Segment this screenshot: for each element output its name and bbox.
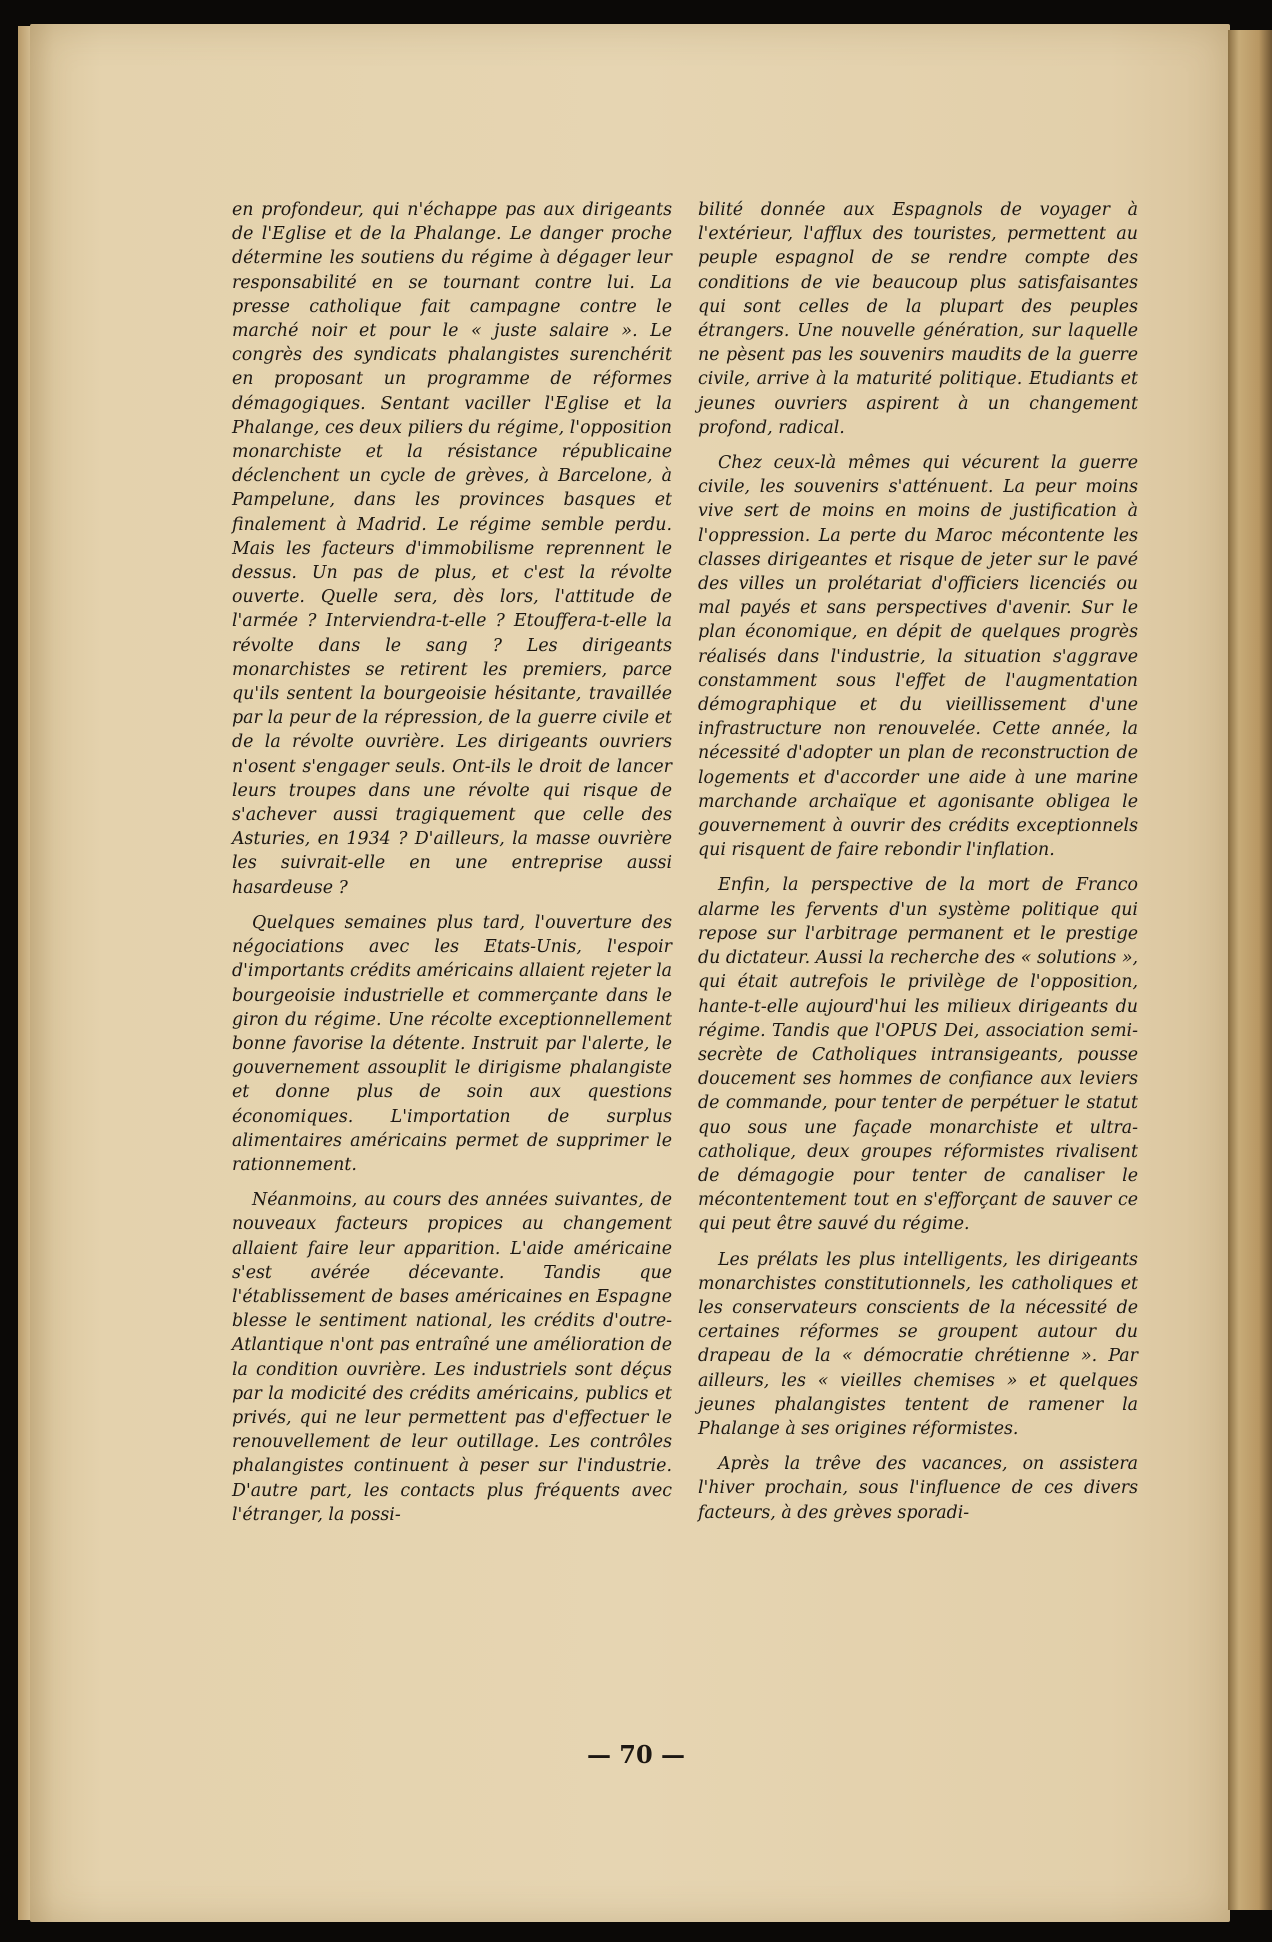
paragraph: Les prélats les plus intelligents, les dirigeants monarchistes constitutionnels, les catholiques et les conservateurs conscients de la nécessité de certaines réformes se groupent autour du drapeau de la « démocratie chrétienne ». Par ailleurs, les « vieilles chemises » et quelques jeunes phalangistes tentent de ramener la Phalange à ses origines réformistes. xyxy=(698,1249,1138,1439)
paragraph: Néanmoins, au cours des années suivantes, de nouveaux facteurs propices au changement allaient faire leur apparition. L'aide américaine s'est avérée décevante. Tandis que l'établissement de bases américaines en Espagne blesse le sentiment national, les crédits d'outre-Atlantique n'ont pas entraîné une amélioration de la condition ouvrière. Les industriels sont déçus par la modicité des crédits américains, publics et privés, qui ne leur permettent pas d'effectuer le renouvellement de leur outillage. Les contrôles phalangistes continuent à peser sur l'industrie. D'autre part, les contacts plus fréquents avec l'étranger, la possi- xyxy=(232,1190,672,1525)
paragraph: bilité donnée aux Espagnols de voyager à l'extérieur, l'afflux des touristes, permettent au peuple espagnol de se rendre compte des conditions de vie beaucoup plus satisfaisantes qui sont celles de la plupart des peuples étrangers. Une nouvelle génération, sur laquelle ne pèsent pas les souvenirs maudits de la guerre civile, arrive à la maturité politique. Etudiants et jeunes ouvriers aspirent à un changement profond, radical. xyxy=(698,200,1138,438)
next-page-edge xyxy=(1228,30,1272,1910)
right-column xyxy=(698,198,1138,1536)
paragraph: Après la trêve des vacances, on assistera l'hiver prochain, sous l'influence de ces divers facteurs, à des grèves sporadi- xyxy=(698,1454,1138,1523)
paragraph: Enfin, la perspective de la mort de Franco alarme les fervents d'un système politique qui repose sur l'arbitrage permanent et le prestige du dictateur. Aussi la recherche des « solutions », qui était autrefois le privilège de l'opposition, hante-t-elle aujourd'hui les milieux dirigeants du régime. Tandis que l'OPUS Dei, association semi-secrète de Catholiques intransigeants, pousse doucement ses hommes de confiance aux leviers de commande, pour tenter de perpétuer le statut quo sous une façade monarchiste et ultra-catholique, deux groupes réformistes rivalisent de démagogie pour tenter de canaliser le mécontentement tout en s'efforçant de sauver ce qui peut être sauvé du régime. xyxy=(698,875,1138,1235)
page-number: — 70 — xyxy=(586,1740,686,1769)
paragraph: en profondeur, qui n'échappe pas aux dirigeants de l'Eglise et de la Phalange. Le danger proche détermine les soutiens du régime à dégager leur responsabilité en se tournant contre lui. La presse catholique fait campagne contre le marché noir et pour le « juste salaire ». Le congrès des syndicats phalangistes surenchérit en proposant un programme de réformes démagogiques. Sentant vaciller l'Eglise et la Phalange, ces deux piliers du régime, l'opposition monarchiste et la résistance républicaine déclenchent un cycle de grèves, à Barcelone, à Pampelune, dans les provinces basques et finalement à Madrid. Le régime semble perdu. Mais les facteurs d'immobilisme reprennent le dessus. Un pas de plus, et c'est la révolte ouverte. Quelle sera, dès lors, l'attitude de l'armée ? Interviendra-t-elle ? Etouffera-t-elle la révolte dans le sang ? Les dirigeants monarchistes se retirent les premiers, parce qu'ils sentent la bourgeoisie hésitante, travaillée par la peur de la répression, de la guerre civile et de la révolte ouvrière. Les dirigeants ouvriers n'osent s'engager seuls. Ont-ils le droit de lancer leurs troupes dans une révolte qui risque de s'achever aussi tragiquement que celle des Asturies, en 1934 ? D'ailleurs, la masse ouvrière les suivrait-elle en une entreprise aussi hasardeuse ? xyxy=(232,200,672,898)
left-column xyxy=(232,198,672,1538)
paragraph: Quelques semaines plus tard, l'ouverture des négociations avec les Etats-Unis, l'espoir d'importants crédits américains allaient rejeter la bourgeoisie industrielle et commerçante dans le giron du régime. Une récolte exceptionnellement bonne favorise la détente. Instruit par l'alerte, le gouvernement assouplit le dirigisme phalangiste et donne plus de soin aux questions économiques. L'importation de surplus alimentaires américains permet de supprimer le rationnement. xyxy=(232,912,672,1175)
paragraph: Chez ceux-là mêmes qui vécurent la guerre civile, les souvenirs s'atténuent. La peur moins vive sert de moins en moins de justification à l'oppression. La perte du Maroc mécontente les classes dirigeantes et risque de jeter sur le pavé des villes un prolétariat d'officiers licenciés ou mal payés et sans perspectives d'avenir. Sur le plan économique, en dépit de quelques progrès réalisés dans l'industrie, la situation s'aggrave constamment sous l'effet de l'augmentation démographique et du vieillissement d'une infrastructure non renouvelée. Cette année, la nécessité d'adopter un plan de reconstruction de logements et d'accorder une aide à une marine marchande archaïque et agonisante obligea le gouvernement à ouvrir des crédits exceptionnels qui risquent de faire rebondir l'inflation. xyxy=(698,453,1138,861)
